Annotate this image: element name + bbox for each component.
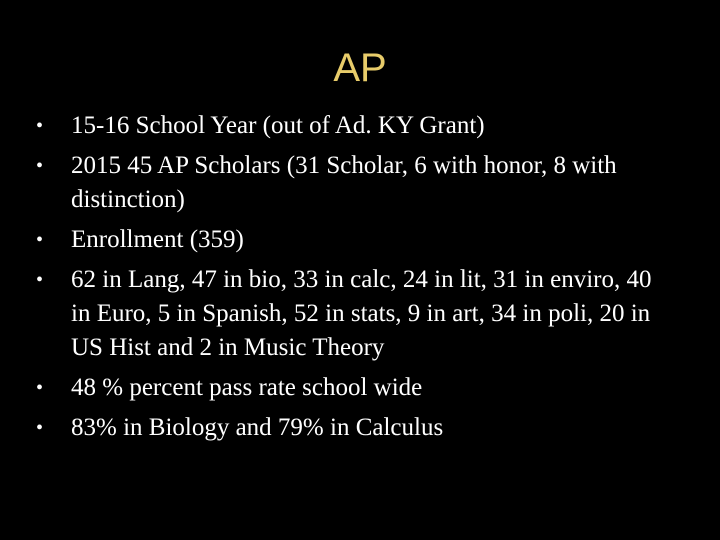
bullet-point-icon: • xyxy=(36,377,44,399)
bullet-item xyxy=(36,263,676,365)
bullet-text: 62 in Lang, 47 in bio, 33 in calc, 24 in lit, 31 in enviro, 40 in Euro, 5 in Spanish, 52 in stats, 9 in art, 34 in poli, 20 in US Hist and 2 in Music Theory xyxy=(71,266,652,361)
bullet-text: 83% in Biology and 79% in Calculus xyxy=(71,414,444,441)
bullet-point-icon: • xyxy=(36,229,44,251)
bullet-text: 2015 45 AP Scholars (31 Scholar, 6 with honor, 8 with distinction) xyxy=(71,152,617,213)
bullet-point-icon: • xyxy=(36,417,44,439)
bullet-point-icon: • xyxy=(36,269,44,291)
bullet-item xyxy=(36,223,676,257)
bullet-point-icon: • xyxy=(36,115,44,137)
bullet-point-icon: • xyxy=(36,155,44,177)
bullet-item xyxy=(36,411,676,445)
bullet-text: Enrollment (359) xyxy=(71,226,244,253)
bullet-item xyxy=(36,371,676,405)
bullet-text: 15-16 School Year (out of Ad. KY Grant) xyxy=(71,112,485,139)
bullet-item xyxy=(36,109,676,143)
bullet-text: 48 % percent pass rate school wide xyxy=(71,374,423,401)
bullet-list xyxy=(36,109,676,451)
slide-title: AP xyxy=(333,46,387,90)
bullet-item xyxy=(36,149,676,217)
